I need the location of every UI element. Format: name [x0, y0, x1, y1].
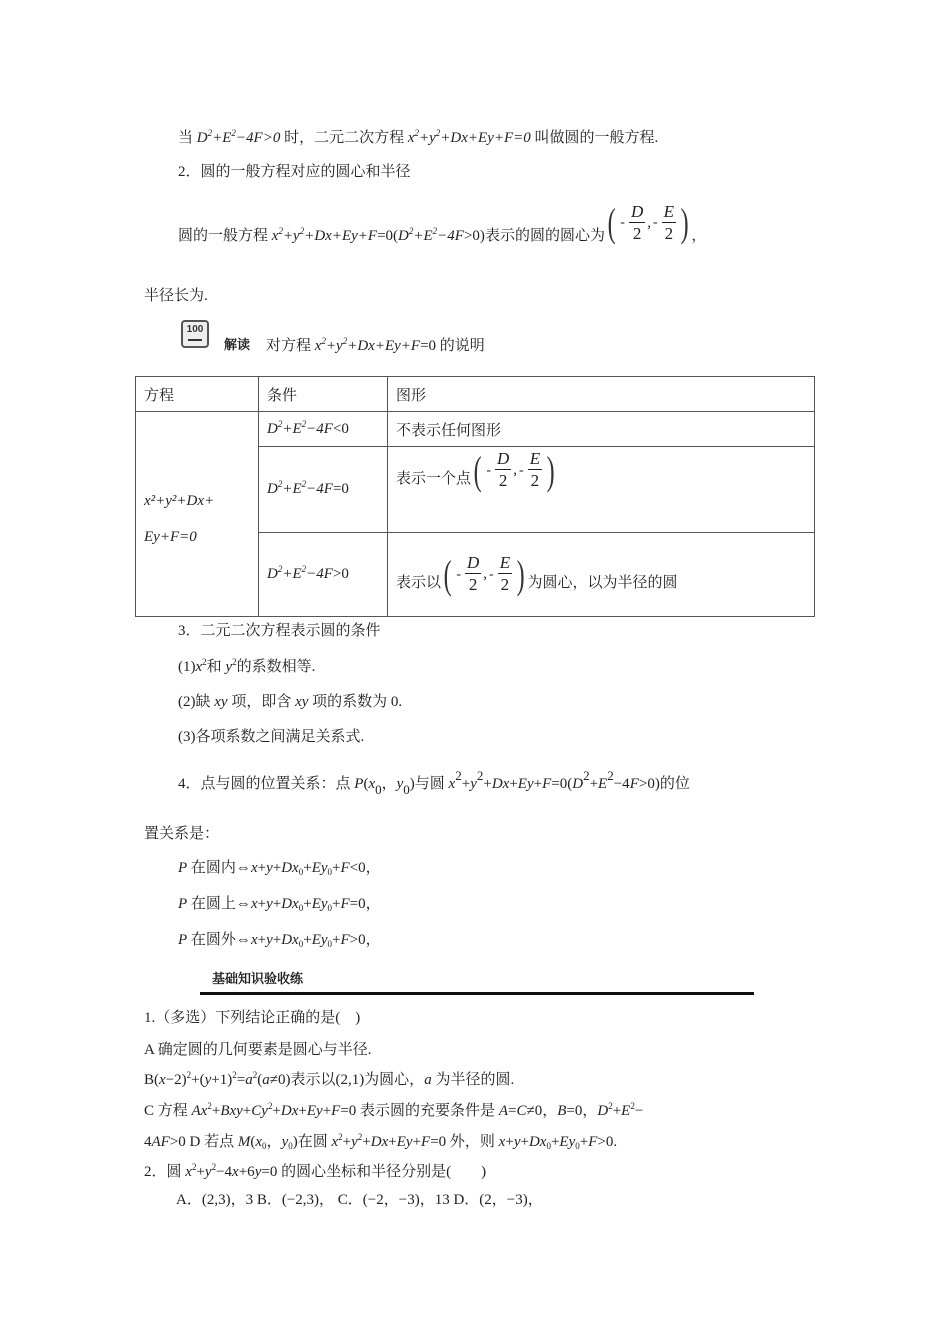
- q1-stem: 1.（多选）下列结论正确的是( ): [144, 1010, 361, 1026]
- section3-item-2: (2)缺 xy 项，即含 xy 项的系数为 0.: [178, 694, 403, 710]
- condition-cell: $D^2+E^2-4F<0$: [259, 412, 388, 447]
- text: 当: [178, 130, 197, 146]
- jiedu-title: 对方程 $x^2+y^2+Dx+Ey+F=0$ 的说明: [266, 336, 485, 354]
- center-fraction: ( - $\frac{D}{2}$ , - $\frac{E}{2}$ ): [607, 200, 689, 245]
- relation-inside: P 在圆内$\Leftrightarrow x+y+Dx_0+Ey_0+F<0$，: [178, 860, 381, 877]
- practice-banner: [200, 966, 754, 995]
- practice-banner-title: 基础知识验收练: [212, 972, 304, 987]
- score-100-icon: 100: [181, 320, 209, 348]
- section3-item-1: $(1)x^2$和 $y^2$的系数相等.: [178, 657, 316, 675]
- relation-on: P 在圆上$\Leftrightarrow x+y+Dx_0+Ey_0+F=0$，: [178, 896, 381, 913]
- section4-title: 4．点与圆的位置关系：点 $P(x_0$，$y_0$)与圆 $x^2+y^2+Dx+Ey+F=0(D^2+E^2-4F>0)$的位: [178, 768, 690, 797]
- q2-options: A．(2,3)，3 B．(−2,3)， C．(−2，−3)，13 D．(2，−3)，: [176, 1192, 543, 1208]
- q1-option-c: C 方程 $Ax^2+Bxy+Cy^2+Dx+Ey+F=0$ 表示圆的充要条件是 A=C≠0，B=0，$D^2+E^2-$: [144, 1101, 644, 1119]
- relation-outside: P 在圆外$\Leftrightarrow x+y+Dx_0+Ey_0+F>0$，: [178, 932, 381, 949]
- q1-option-a: A 确定圆的几何要素是圆心与半径.: [144, 1042, 372, 1058]
- q2-stem: 2．圆 $x^2+y^2-4x+6y=0$ 的圆心坐标和半径分别是( ): [144, 1162, 487, 1180]
- section3-title: 3．二元二次方程表示圆的条件: [178, 623, 381, 639]
- q1-option-d: 4AF>0 D 若点 $M(x_0$，$y_0$)在圆 $x^2+y^2+Dx+Ey+F=0$ 外，则 $x+y+Dx_0+Ey_0+F>0$.: [144, 1132, 618, 1151]
- heading-2: 2．圆的一般方程对应的圆心和半径: [178, 164, 411, 180]
- jiedu-label: 解读: [224, 338, 251, 353]
- section4-continuation: 置关系是：: [144, 826, 220, 842]
- paragraph-general-equation: [178, 128, 658, 148]
- condition-expr: $D^2+E^2-4F>0$: [196, 128, 281, 146]
- paragraph-center: 圆的一般方程 $x^2+y^2+Dx+Ey+F=0(D^2+E^2-4F>0)$表示的圆的圆心为 ( - $\frac{D}{2}$ , - $\frac{E}{2}$ ) ，: [178, 196, 706, 250]
- equation-table: [135, 376, 815, 617]
- paragraph-radius: 半径长为.: [144, 288, 208, 304]
- section3-item-3: (3)各项系数之间满足关系式.: [178, 729, 365, 745]
- equation-expr: $x^2+y^2+Dx+Ey+F=0$: [407, 128, 531, 146]
- header-equation: 方程: [136, 377, 259, 412]
- text: 圆的一般方程: [178, 228, 272, 244]
- equation-cell: x²+y²+Dx+ Ey+F=0: [136, 412, 259, 617]
- shape-cell: 表示以 ( - $\frac{D}{2}$ , - $\frac{E}{2}$ ) 为圆心，以为半径的圆: [388, 533, 815, 617]
- header-condition: 条件: [259, 377, 388, 412]
- shape-cell: 表示一个点 ( - $\frac{D}{2}$ , - $\frac{E}{2}$ ): [388, 447, 815, 533]
- condition-cell: $D^2+E^2-4F=0$: [259, 447, 388, 533]
- shape-cell: 不表示任何图形: [388, 412, 815, 447]
- text: 表示的圆的圆心为: [484, 228, 605, 244]
- equation-expr: $x^2+y^2+Dx+Ey+F$: [271, 226, 378, 244]
- text: 时，二元二次方程: [280, 130, 408, 146]
- condition-cell: $D^2+E^2-4F>0$: [259, 533, 388, 617]
- q1-option-b: $B(x-2)^2+(y+1)^2=a^2(a\ne 0)$表示以(2,1)为圆心，a 为半径的圆.: [144, 1070, 515, 1088]
- header-shape: 图形: [388, 377, 815, 412]
- text: 叫做圆的一般方程.: [530, 130, 659, 146]
